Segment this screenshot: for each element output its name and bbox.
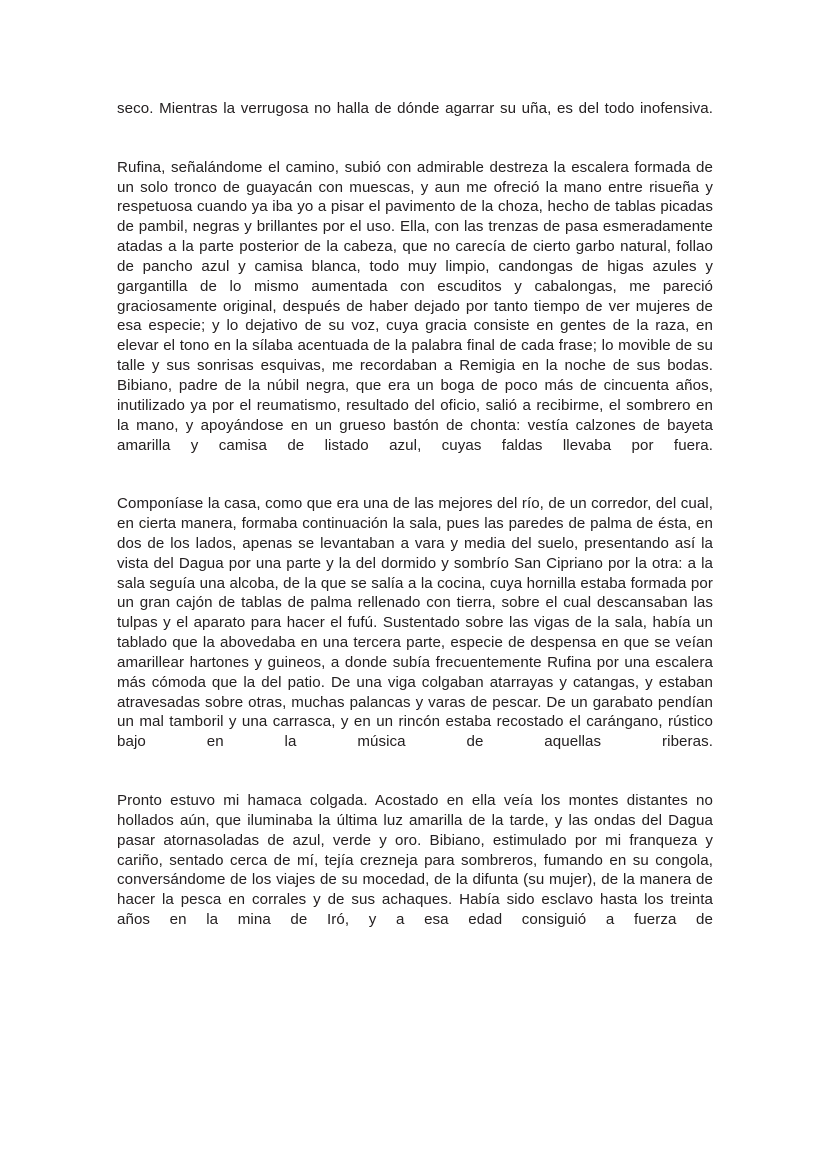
paragraph: seco. Mientras la verrugosa no halla de dónde agarrar su uña, es del todo inofensiva. xyxy=(117,100,713,117)
paragraph: Rufina, señalándome el camino, subió con admirable destreza la escalera formada de un solo tronco de guayacán con muescas, y aun me ofreció la mano entre risueña y respetuosa cuando ya iba yo a pisar el pavimento de la choza, hecho de tablas picadas de pambil, negras y brillantes por el uso. Ella, con las trenzas de pasa esmeradamente atadas a la parte posterior de la cabeza, que no carecía de cierto garbo natural, follao de pancho azul y camisa blanca, todo muy limpio, candongas de higas azules y gargantilla de lo mismo aumentada con escuditos y cabalongas, me pareció graciosamente original, después de haber dejado por tanto tiempo de ver mujeres de esa especie; y lo dejativo de su voz, cuya gracia consiste en gentes de la raza, en elevar el tono en la sílaba acentuada de la palabra final de cada frase; lo movible de su talle y sus sonrisas esquivas, me recordaban a Remigia en la noche de sus bodas. Bibiano, padre de la núbil negra, que era un boga de poco más de cincuenta años, inutilizado ya por el reumatismo, resultado del oficio, salió a recibirme, el sombrero en la mano, y apoyándose en un grueso bastón de chonta: vestía calzones de bayeta amarilla y camisa de listado azul, cuyas faldas llevaba por fuera. xyxy=(117,158,713,454)
body-text-column xyxy=(117,99,713,950)
paragraph: Componíase la casa, como que era una de las mejores del río, de un corredor, del cual, en cierta manera, formaba continuación la sala, pues las paredes de palma de ésta, en dos de los lados, apenas se levantaban a vara y media del suelo, presentando así la vista del Dagua por una parte y la del dormido y sombrío San Cipriano por la otra: a la sala seguía una alcoba, de la que se salía a la cocina, cuya hornilla estaba formada por un gran cajón de tablas de palma rellenado con tierra, sobre el cual descansaban las tulpas y el aparato para hacer el fufú. Sustentado sobre las vigas de la sala, había un tablado que la abovedaba en una tercera parte, especie de despensa en que se veían amarillear hartones y guineos, a donde subía frecuentemente Rufina por una escalera más cómoda que la del patio. De una viga colgaban atarrayas y catangas, y estaban atravesadas sobre otras, muchas palancas y varas de pescar. De un garabato pendían un mal tamboril y una carrasca, y en un rincón estaba recostado el carángano, rústico bajo en la música de aquellas riberas. xyxy=(117,495,713,751)
paragraph: Pronto estuvo mi hamaca colgada. Acostado en ella veía los montes distantes no hollados aún, que iluminaba la última luz amarilla de la tarde, y las ondas del Dagua pasar atornasoladas de azul, verde y oro. Bibiano, estimulado por mi franqueza y cariño, sentado cerca de mí, tejía crezneja para sombreros, fumando en su congola, conversándome de los viajes de su mocedad, de la difunta (su mujer), de la manera de hacer la pesca en corrales y de sus achaques. Había sido esclavo hasta los treinta años en la mina de Iró, y a esa edad consiguió a fuerza de xyxy=(117,792,713,929)
